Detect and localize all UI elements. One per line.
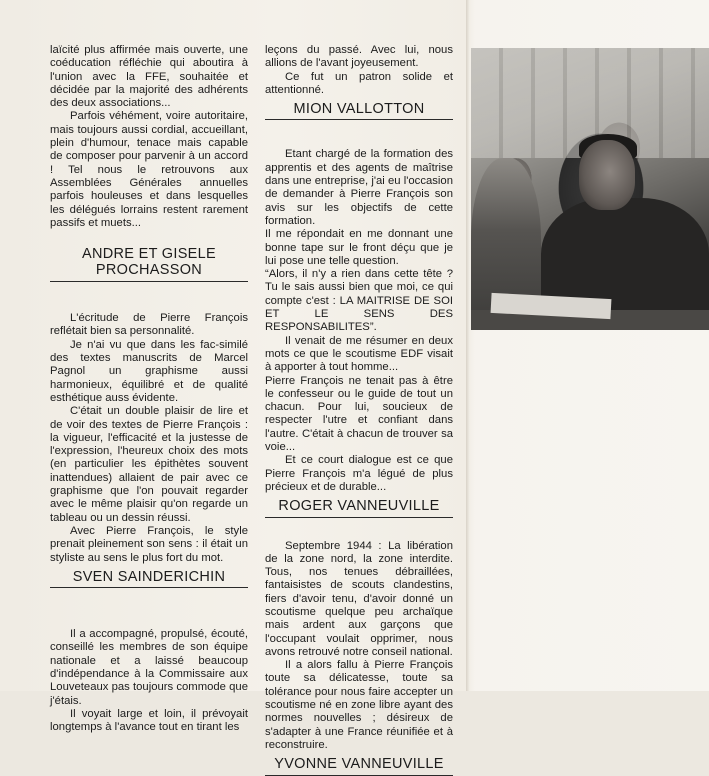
paragraph: C'était un double plaisir de lire et de voir des textes de Pierre François : la vigueur, l'efficacité et la justesse de l'expression, l'heureux choix des mots (en particulier les épithètes souvent inattendues) allaient de pair avec ce graphisme que l'on pouvait regarder avec le même plaisir qu'on regarde un tableau ou un dessin réussi. [50, 405, 248, 524]
paragraph: leçons du passé. Avec lui, nous allions de l'avant joyeusement. [265, 44, 453, 70]
paragraph: Septembre 1944 : La libération de la zone nord, la zone interdite. Tous, nos tenues débraillées, fantaisistes de scouts clandestins, fiers d'avoir tenu, d'avoir donné un scoutisme quelque peu archaïque mais ardent aux garçons que l'occupant voulait opprimer, nous avons retrouvé notre conseil national. [265, 539, 453, 658]
paragraph: laïcité plus affirmée mais ouverte, une coéducation réfléchie qui aboutira à l'union avec la FFE, souhaitée et décidée par la majorité des adhérents des deux associations... [50, 44, 248, 110]
paragraph: Et ce court dialogue est ce que Pierre François m'a légué de plus précieux et de durable... [265, 454, 453, 493]
paragraph: Ce fut un patron solide et attentionné. [265, 70, 453, 96]
signature-line: PROCHASSON [95, 262, 203, 279]
paragraph: L'écritude de Pierre François reflétait bien sa personnalité. [50, 312, 248, 338]
tribute-roger-vanneuville [265, 148, 453, 517]
page-fold [466, 0, 470, 691]
paragraph: Avec Pierre François, le style prenait pleinement son sens : il était un styliste au sens le plus fort du mot. [50, 524, 248, 564]
middle-column [265, 44, 453, 776]
signature: YVONNE VANNEUVILLE [265, 758, 453, 775]
tribute-vallotton-part2 [265, 44, 453, 120]
paragraph: Il a alors fallu à Pierre François toute sa délicatesse, toute sa tolérance pour nous faire accepter un scoutisme né en zone libre ayant des normes nouvelles ; désireux de s'adapter à une France réunifiée et à reconstruire. [265, 659, 453, 751]
paragraph: Etant chargé de la formation des apprentis et des agents de maîtrise dans une entreprise, j'ai eu l'occasion de demander à Pierre François son avis sur les objectifs de cette formation. [265, 148, 453, 227]
signature: MION VALLOTTON [265, 103, 453, 120]
paragraph: “Alors, il n'y a rien dans cette tête ? Tu le sais aussi bien que moi, ce qui compte c'est : LA MAITRISE DE SOI ET LE SENS DES RESPONSABILITES”. [265, 268, 453, 334]
paragraph: Je n'ai vu que dans les fac-similé des textes manuscrits de Marcel Pagnol un graphisme aussi harmonieux, équilibré et de qualité esthétique auss évidente. [50, 338, 248, 404]
tribute-yvonne-vanneuville [265, 540, 453, 776]
paragraph: Pierre François ne tenait pas à être le confesseur ou le guide de tout un chacun. Pour lui, soucieux de respecter l'utre et confiant dans l'autre. C'était à chacun de trouver sa voie... [265, 374, 453, 454]
left-column [50, 44, 248, 734]
paragraph: Parfois véhément, voire autoritaire, mais toujours aussi cordial, accueillant, plein d'humour, tenace mais capable de composer pour parvenir à un accord ! Tel nous le retrouvons aux Assemblées Générales annuelles parfois houleuses et dans lesquelles les délégués lorrains restent rarement passifs et muets... [50, 110, 248, 229]
tribute-prochasson [50, 44, 248, 282]
tribute-vallotton-part1 [50, 628, 248, 734]
photo-man-head [579, 140, 635, 210]
tribute-sainderichin [50, 312, 248, 588]
portrait-photo [471, 48, 709, 330]
paragraph: Il voyait large et loin, il prévoyait longtemps à l'avance tout en tirant les [50, 707, 248, 734]
paragraph: Il me répondait en me donnant une bonne tape sur le front déçu que je lui pose une telle question. [265, 228, 453, 267]
signature: ROGER VANNEUVILLE [265, 500, 453, 517]
signature-line: ANDRE ET GISELE [82, 246, 216, 263]
signature: SVEN SAINDERICHIN [50, 571, 248, 588]
paragraph: Il a accompagné, propulsé, écouté, conseillé les membres de son équipe nationale et a laissé beaucoup d'indépendance à la Commissaire aux Louveteaux pas toujours commode que j'étais. [50, 628, 248, 707]
paragraph: Il venait de me résumer en deux mots ce que le scoutisme EDF visait à apporter à tout homme... [265, 334, 453, 374]
signature [50, 246, 248, 282]
